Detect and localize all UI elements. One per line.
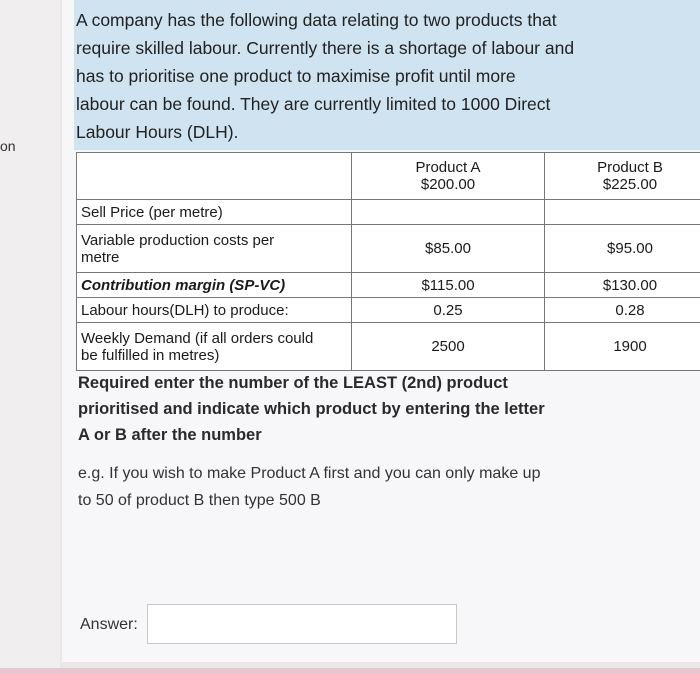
required-line: prioritised and indicate which product by entering the letter (78, 400, 545, 418)
row-label: Labour hours(DLH) to produce: (77, 298, 352, 323)
required-instructions (78, 370, 608, 448)
row-label: Contribution margin (SP-VC) (77, 273, 352, 298)
table-row (77, 200, 700, 225)
row-label-line: be fulfilled in metres) (81, 346, 220, 364)
table-header-row (77, 153, 700, 200)
question-line: Labour Hours (DLH). (76, 122, 239, 142)
product-b-cell: 0.28 (545, 298, 700, 323)
question-line: labour can be found. They are currently limited to 1000 Direct (76, 94, 551, 114)
row-label: Sell Price (per metre) (77, 200, 352, 225)
question-line: A company has the following data relating to two products that (76, 10, 557, 30)
row-label (77, 225, 352, 273)
row-label (77, 323, 352, 371)
required-line: A or B after the number (78, 426, 262, 444)
product-b-cell (545, 200, 700, 225)
product-b-cell: $130.00 (545, 273, 700, 298)
bottom-edge-line (0, 668, 700, 674)
product-a-cell: 0.25 (352, 298, 545, 323)
table-row (77, 323, 700, 371)
product-data-table (76, 152, 700, 371)
answer-label: Answer: (80, 616, 138, 633)
question-text (76, 6, 621, 146)
product-a-cell: 2500 (352, 323, 545, 371)
left-margin-strip (0, 0, 60, 674)
product-b-sell-price: $225.00 (602, 176, 658, 193)
product-b-name: Product B (597, 159, 663, 176)
product-b-header (545, 153, 700, 200)
product-b-cell: $95.00 (545, 225, 700, 273)
answer-input[interactable] (147, 604, 457, 644)
example-text (78, 460, 618, 514)
product-a-cell (352, 200, 545, 225)
product-a-name: Product A (415, 159, 481, 176)
side-text-fragment: on (0, 138, 16, 154)
product-a-header (352, 153, 545, 200)
table-row (77, 273, 700, 298)
table-header-blank (77, 153, 352, 200)
required-line: Required enter the number of the LEAST (2nd) product (78, 374, 508, 392)
product-b-cell: 1900 (545, 323, 700, 371)
question-line: require skilled labour. Currently there is a shortage of labour and (76, 38, 575, 58)
table-row (77, 225, 700, 273)
example-line: to 50 of product B then type 500 B (78, 492, 321, 509)
product-a-cell: $115.00 (352, 273, 545, 298)
question-line: has to prioritise one product to maximise profit until more (76, 66, 516, 86)
row-label-line: Weekly Demand (if all orders could (81, 329, 314, 347)
product-a-sell-price: $200.00 (420, 176, 476, 193)
table-row (77, 298, 700, 323)
row-label-line: metre (81, 248, 120, 266)
row-label-line: Variable production costs per (81, 231, 275, 249)
example-line: e.g. If you wish to make Product A first and you can only make up (78, 465, 541, 482)
product-a-cell: $85.00 (352, 225, 545, 273)
